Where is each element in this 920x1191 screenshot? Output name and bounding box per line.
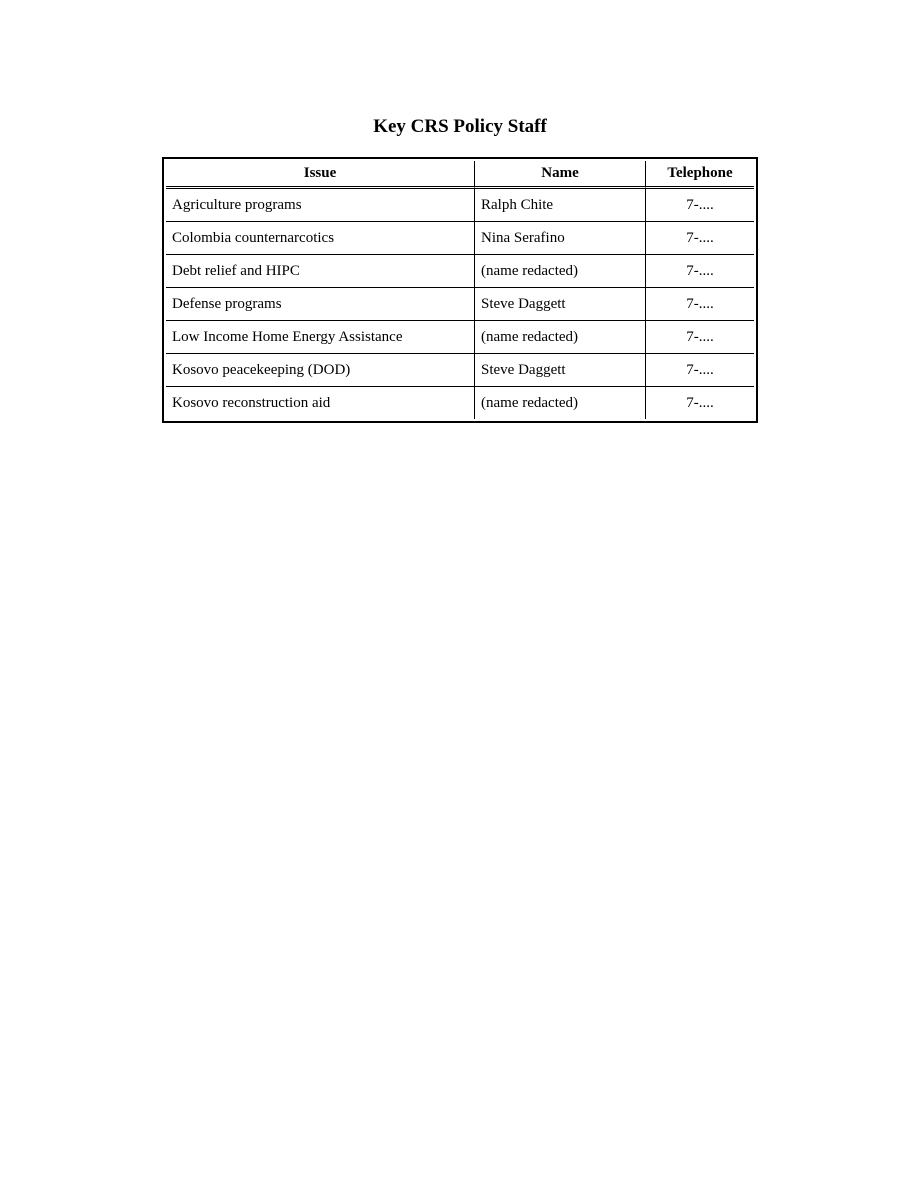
table-header-row (166, 161, 754, 189)
name-cell: (name redacted) (475, 321, 646, 354)
column-header-name: Name (475, 161, 646, 189)
name-cell: Ralph Chite (475, 189, 646, 222)
issue-cell: Kosovo peacekeeping (DOD) (166, 354, 475, 387)
telephone-cell: 7-.... (646, 354, 754, 387)
telephone-cell: 7-.... (646, 189, 754, 222)
name-cell: Steve Daggett (475, 288, 646, 321)
table-row (166, 255, 754, 288)
issue-cell: Debt relief and HIPC (166, 255, 475, 288)
staff-table-frame (162, 157, 758, 423)
table-row (166, 387, 754, 419)
issue-cell: Low Income Home Energy Assistance (166, 321, 475, 354)
name-cell: Nina Serafino (475, 222, 646, 255)
telephone-cell: 7-.... (646, 288, 754, 321)
column-header-telephone: Telephone (646, 161, 754, 189)
issue-cell: Colombia counternarcotics (166, 222, 475, 255)
page-title: Key CRS Policy Staff (373, 116, 547, 137)
table-row (166, 222, 754, 255)
telephone-cell: 7-.... (646, 321, 754, 354)
staff-table (166, 161, 754, 419)
table-row (166, 288, 754, 321)
table-row (166, 321, 754, 354)
column-header-issue: Issue (166, 161, 475, 189)
issue-cell: Agriculture programs (166, 189, 475, 222)
name-cell: Steve Daggett (475, 354, 646, 387)
table-row (166, 189, 754, 222)
telephone-cell: 7-.... (686, 394, 714, 411)
telephone-cell: 7-.... (646, 222, 754, 255)
name-cell: (name redacted) (475, 255, 646, 288)
telephone-cell: 7-.... (646, 255, 754, 288)
table-row (166, 354, 754, 387)
issue-cell: Kosovo reconstruction aid (166, 387, 475, 419)
name-cell: (name redacted) (475, 387, 646, 419)
issue-cell: Defense programs (166, 288, 475, 321)
